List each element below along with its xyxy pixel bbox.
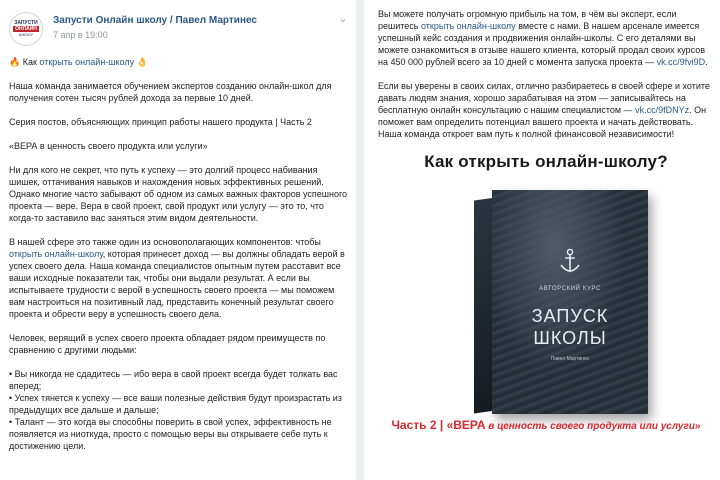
right-p2-start: Если вы уверены в своих силах, отлично разбираетесь в своей сфере и хотите давать людям знания, хорошо зарабатывая на этом — записывайтесь на бесплатную онлайн консультацию с нашим специалистом — xyxy=(378,81,710,115)
caption-part: Часть 2 xyxy=(391,418,437,432)
caption-rest: в ценность своего продукта или услуги» xyxy=(485,421,701,432)
headline-prefix: Как xyxy=(22,57,40,67)
series-text: Серия постов, объясняющих принцип работы нашего продукта | Часть 2 xyxy=(9,117,312,127)
right-paragraph-1 xyxy=(378,8,714,68)
avatar-line-3: ШКОЛУ xyxy=(18,32,34,37)
right-p1-url[interactable]: vk.cc/9fvi9D xyxy=(656,57,706,67)
post-card-right xyxy=(364,0,720,480)
topic-text: «ВЕРА в ценность своего продукта или услуги» xyxy=(9,141,208,151)
anchor-icon xyxy=(558,248,582,276)
right-p2-end: . Он поможет вам определить потенциал вашего проекта и начать действовать. Наша команда откроет вам путь к полной финансовой независимости! xyxy=(378,105,707,139)
paragraph-2-end: , которая принесет доход — вы должны обладать верой в успех своего дела. Наша команда специалистов опытным путем расставит все ваши исходные показатели так, чтобы они выдали результат. А если вы испытываете трудности с верой в успешность своего проекта — мы поможем вам настроиться на позитивный лад, представить конечный результат своего проекта и обрести веру в успешность своего дела. xyxy=(9,249,345,319)
post-header xyxy=(9,12,350,56)
course-box xyxy=(492,190,648,414)
paragraph-2 xyxy=(9,236,350,320)
intro-text: Наша команда занимается обучением экспертов созданию онлайн-школ для получения сотен тысяч рублей дохода за первые 10 дней. xyxy=(9,81,332,103)
paragraph-1: Ни для кого не секрет, что путь к успеху — это долгий процесс набивания шишек, оттачивания навыков и нахождения новых эффективных решений. Однако многие часто забывают об одном из самых важных факторов успешного проекта — вере. Вера в свой проект, свой продукт или услугу — это то, что когда-то заставило вас заняться этим видом деятельности. xyxy=(9,165,348,223)
bullet-2: • Успех тянется к успеху — все ваши полезные действия будут произрастать из предыдущих все дальше и дальше; xyxy=(9,393,342,415)
paragraph-2-link[interactable]: открыть онлайн-школу xyxy=(9,249,103,259)
right-p1-link[interactable]: открыть онлайн-школу xyxy=(420,21,516,31)
box-name-line-1: ЗАПУСК xyxy=(531,306,609,326)
chevron-down-icon[interactable]: ⌄ xyxy=(338,13,348,25)
avatar-line-2: ОНЛАЙН xyxy=(15,26,37,32)
course-cover-image[interactable] xyxy=(378,148,714,462)
box-name-line-2: ШКОЛЫ xyxy=(533,328,607,348)
caption-keyword: «ВЕРА xyxy=(446,418,486,432)
box-kicker: АВТОРСКИЙ КУРС xyxy=(539,286,601,292)
post-card-left xyxy=(0,0,356,480)
box-author: Павел Мартинес xyxy=(550,356,590,362)
post-author-link[interactable]: Запусти Онлайн школу / Павел Мартинес xyxy=(53,15,257,26)
right-paragraph-2 xyxy=(378,80,714,140)
right-p1-end: . xyxy=(705,57,708,67)
avatar-line-1: ЗАПУСТИ xyxy=(14,20,38,26)
bullet-3: • Талант — это когда вы способны поверить в свой успех, эффективность не появляется из ниоткуда, просто с помощью веры вы открываете себе путь к достижению цели. xyxy=(9,417,332,451)
ok-hand-icon: 👌 xyxy=(136,57,148,67)
author-block xyxy=(53,12,336,42)
cover-title: Как открыть онлайн-школу? xyxy=(424,152,668,171)
cover-caption xyxy=(378,418,714,432)
bullet-1: • Вы никогда не сдадитесь — ибо вера в свой проект всегда будет толкать вас вперед; xyxy=(9,369,338,391)
fire-icon: 🔥 xyxy=(9,57,21,67)
right-p1-middle: вместе с нами. В нашем арсенале имеется успешный кейс создания и продвижения онлайн-школы. С его деталями вы можете ознакомиться в отзыве нашего клиента, который продал своих курсов на 450 000 рублей всего за 10 дней с момента запуска проекта — xyxy=(378,21,706,67)
post-headline xyxy=(9,56,350,68)
right-p1-start: Вы можете получать огромную прибыль на том, в чём вы эксперт, если решитесь xyxy=(378,9,677,31)
paragraph-3: Человек, верящий в успех своего проекта обладает рядом преимуществ по сравнению с другими людьми: xyxy=(9,333,326,355)
avatar[interactable] xyxy=(9,12,43,46)
right-p2-url[interactable]: vk.cc/9fDNYz xyxy=(635,105,690,115)
paragraph-2-start: В нашей сфере это также один из основополагающих компонентов: чтобы xyxy=(9,237,321,247)
headline-link[interactable]: открыть онлайн-школу xyxy=(39,57,135,67)
caption-separator: | xyxy=(436,418,447,432)
post-date[interactable]: 7 апр в 19:00 xyxy=(53,30,108,40)
box-side xyxy=(474,198,492,414)
